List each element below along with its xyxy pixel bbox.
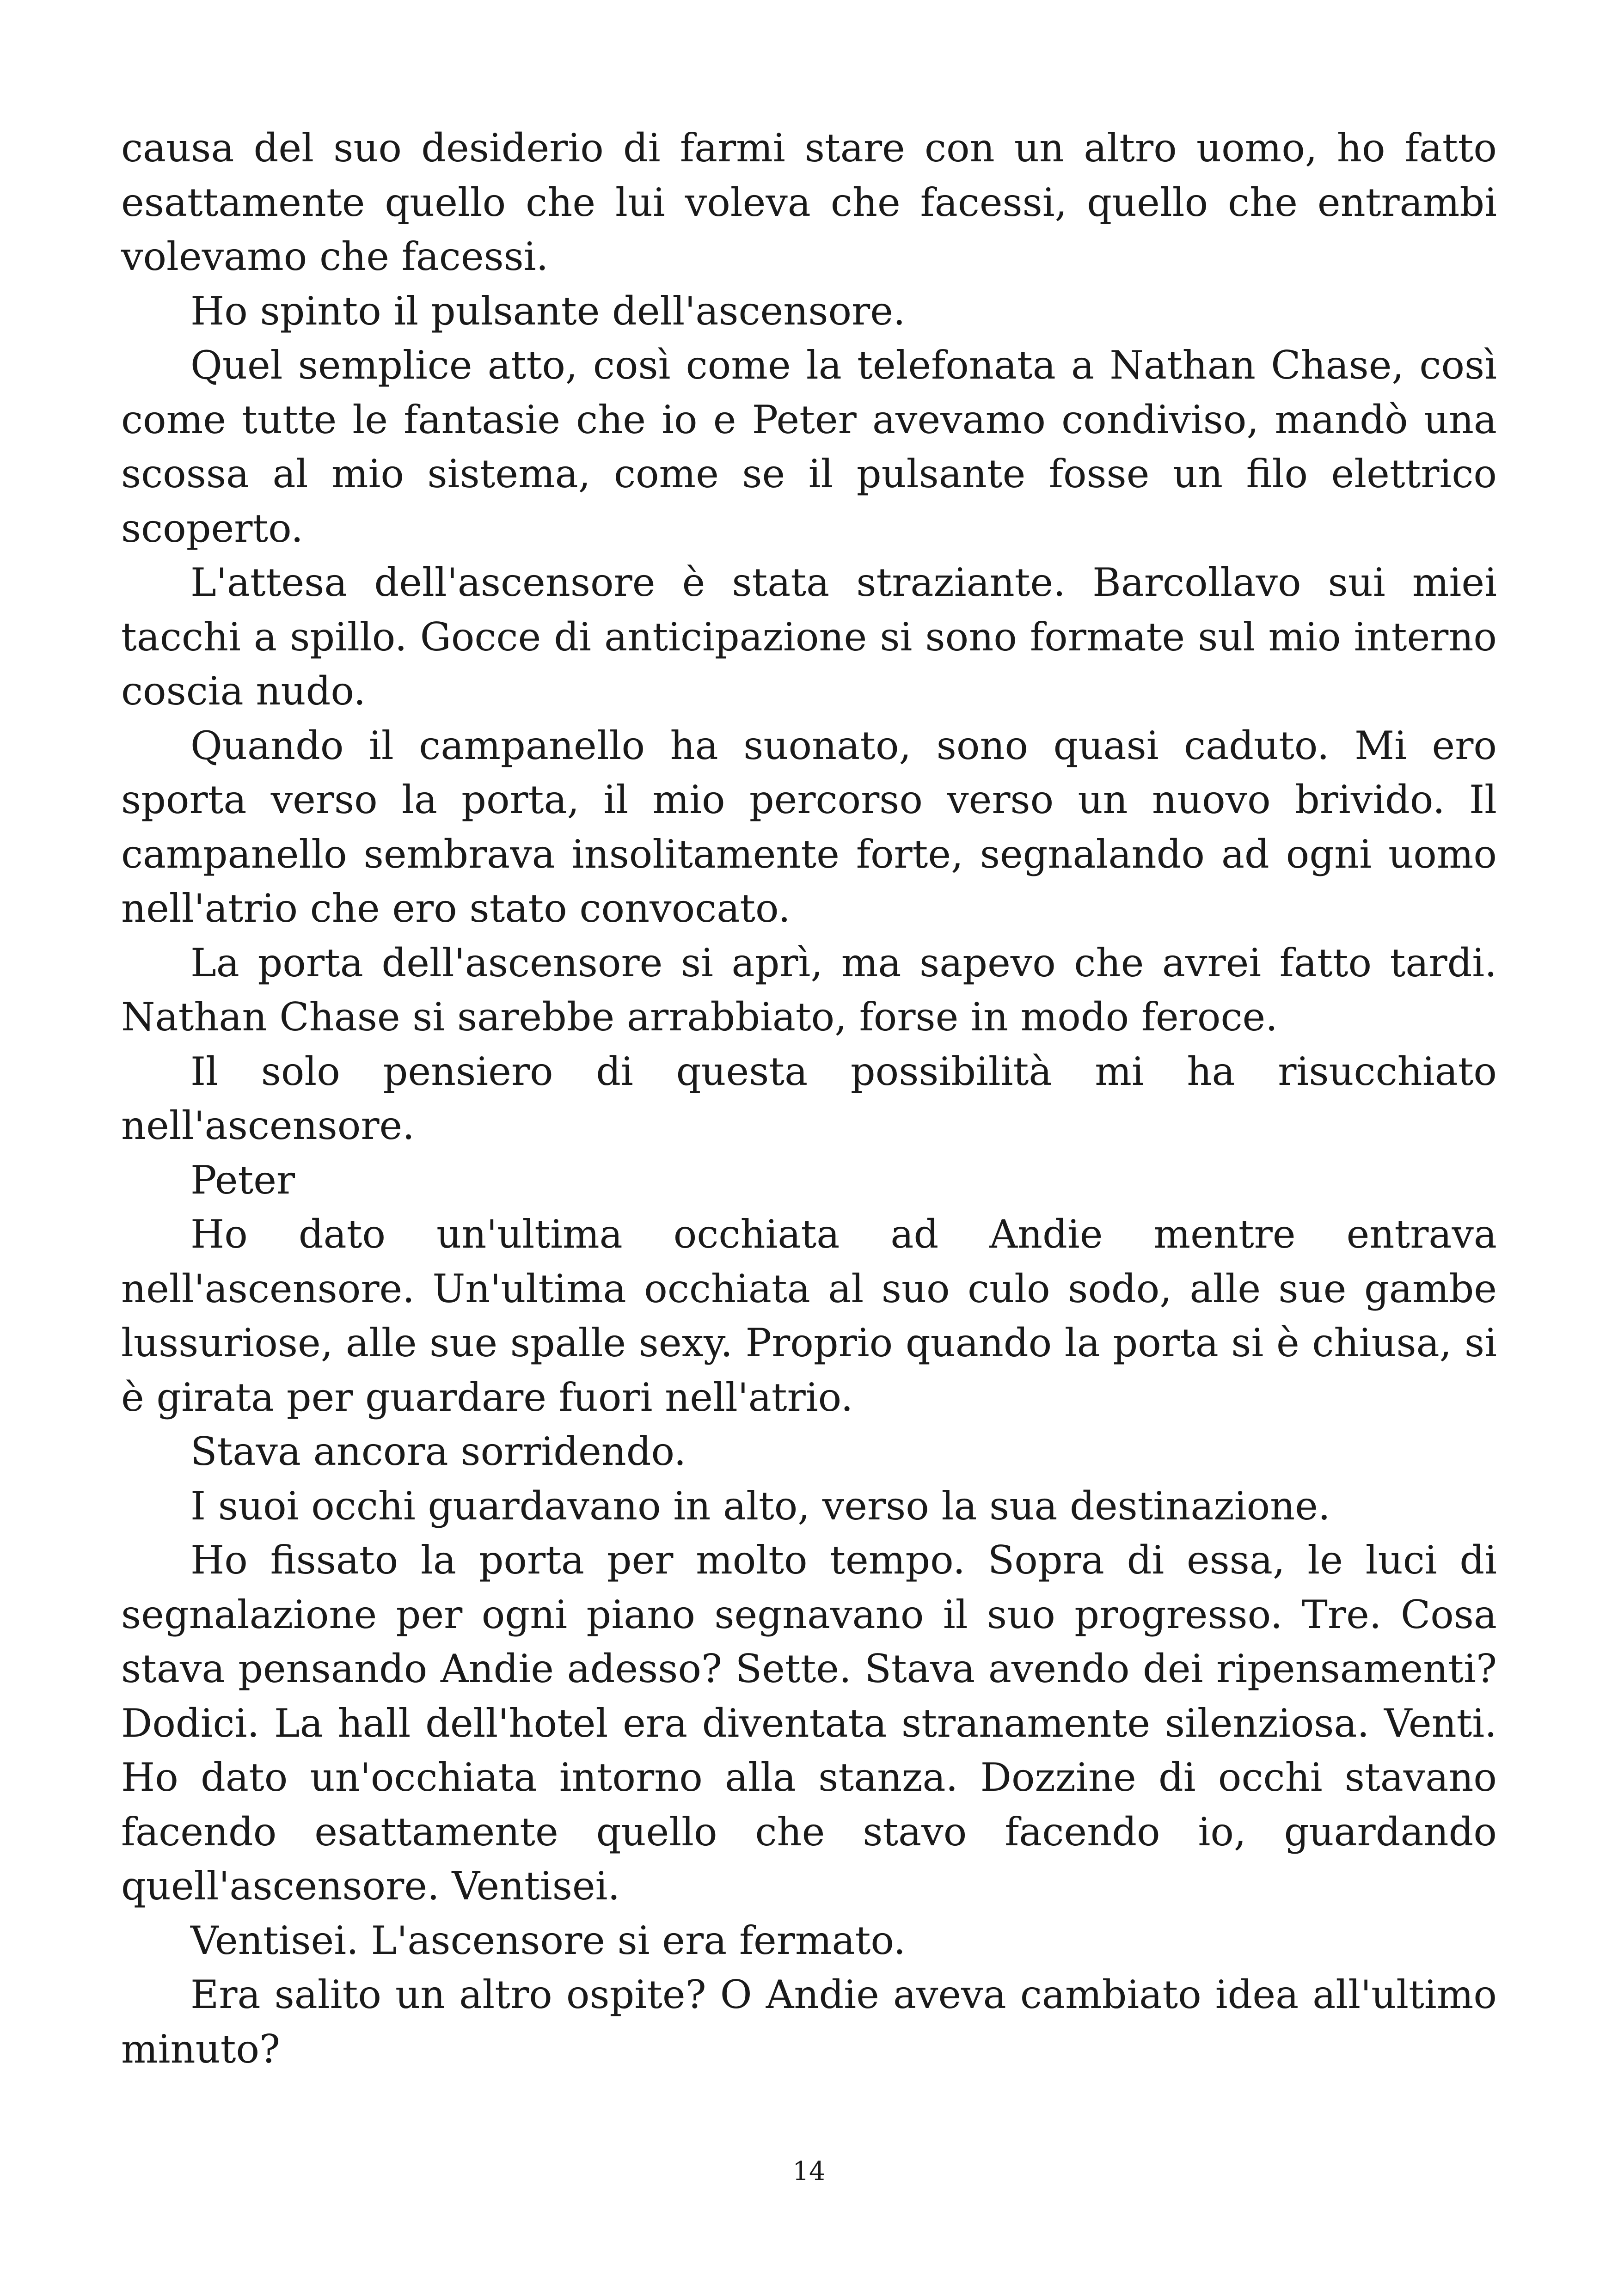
paragraph: Il solo pensiero di questa possibilità mi ha risucchiato nell'ascensore. (121, 1048, 1497, 1148)
paragraph: Ho dato un'ultima occhiata ad Andie mentre entrava nell'ascensore. Un'ultima occhiata al suo culo sodo, alle sue gambe lussuriose, alle sue spalle sexy. Proprio quando la porta si è chiusa, si è girata per guardare fuori nell'atrio. (121, 1212, 1497, 1420)
paragraph: causa del suo desiderio di farmi stare con un altro uomo, ho fatto esattamente quello che lui voleva che facessi, quello che entrambi volevamo che facessi. (121, 125, 1497, 279)
paragraph: Ho fissato la porta per molto tempo. Sopra di essa, le luci di segnalazione per ogni piano segnavano il suo progresso. Tre. Cosa stava pensando Andie adesso? Sette. Stava avendo dei ripensamenti? Dodici. La hall dell'hotel era diventata stranamente silenziosa. Venti. Ho dato un'occhiata intorno alla stanza. Dozzine di occhi stavano facendo esattamente quello che stavo facendo io, guardando quell'ascensore. Ventisei. (121, 1537, 1497, 1909)
paragraph: Ho spinto il pulsante dell'ascensore. (190, 288, 906, 334)
paragraph: Quando il campanello ha suonato, sono quasi caduto. Mi ero sporta verso la porta, il mio percorso verso un nuovo brivido. Il campanello sembrava insolitamente forte, segnalando ad ogni uomo nell'atrio che ero stato convocato. (121, 722, 1497, 931)
paragraph: Stava ancora sorridendo. (190, 1429, 686, 1474)
page-number: 14 (792, 2156, 826, 2186)
paragraph: I suoi occhi guardavano in alto, verso la sua destinazione. (190, 1483, 1330, 1529)
paragraph: Ventisei. L'ascensore si era fermato. (190, 1917, 906, 1963)
paragraph: L'attesa dell'ascensore è stata straziante. Barcollavo sui miei tacchi a spillo. Gocce di anticipazione si sono formate sul mio interno coscia nudo. (121, 560, 1497, 714)
paragraph: Quel semplice atto, così come la telefonata a Nathan Chase, così come tutte le fantasie che io e Peter avevamo condiviso, mandò una scossa al mio sistema, come se il pulsante fosse un filo elettrico scoperto. (121, 343, 1497, 551)
paragraph: La porta dell'ascensore si aprì, ma sapevo che avrei fatto tardi. Nathan Chase si sarebbe arrabbiato, forse in modo feroce. (121, 940, 1497, 1040)
body-text (121, 121, 1497, 2076)
paragraph: Era salito un altro ospite? O Andie aveva cambiato idea all'ultimo minuto? (121, 1972, 1497, 2072)
paragraph: Peter (190, 1157, 295, 1203)
